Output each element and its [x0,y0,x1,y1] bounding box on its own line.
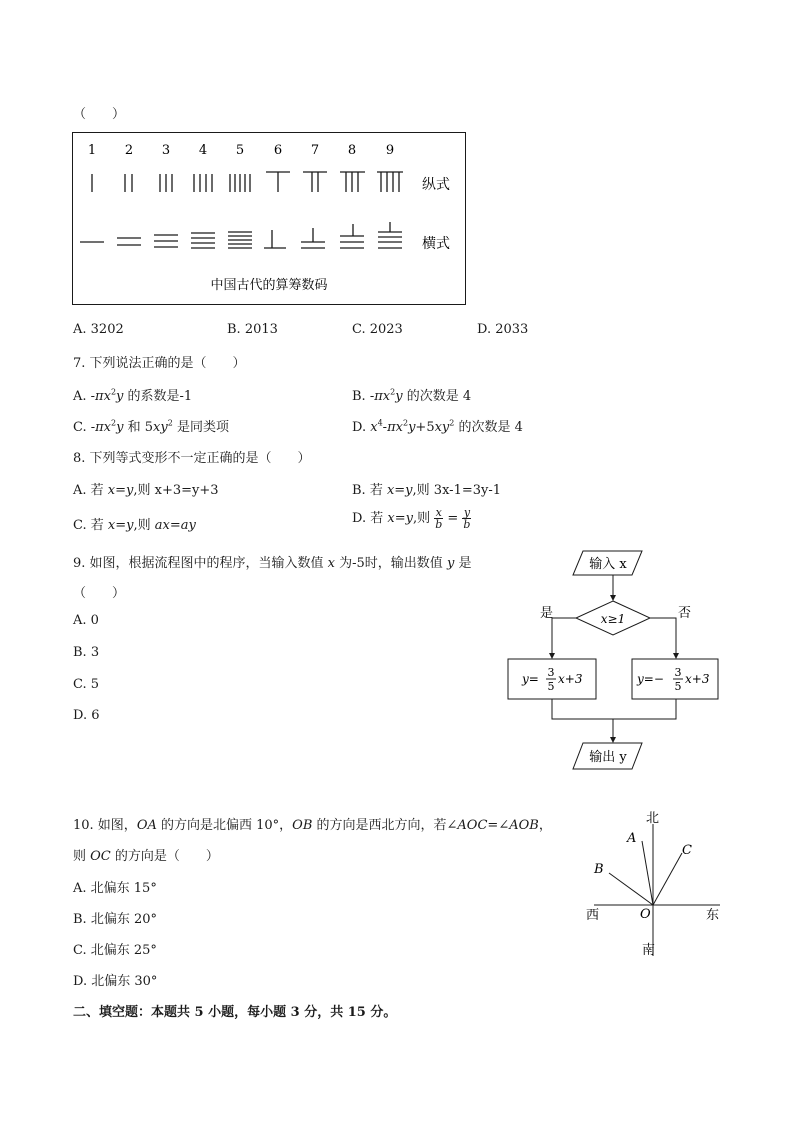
q10-option-a: A. 北偏东 15° [73,881,157,896]
flow-right-pre: y=− [637,672,664,686]
q6-option-c: C. 2023 [352,322,403,337]
flow-right-num: 3 [674,666,682,679]
flow-no-label: 否 [678,606,692,621]
q10-option-d: D. 北偏东 30° [73,974,158,989]
rod-number-8: 8 [347,143,357,158]
q7-option-d: D. $x^4-\pi x^2y+5xy^2$ 的次数是 4 [352,418,523,435]
point-a-label: A [627,831,637,846]
flow-output-label: 输出 y [589,750,627,765]
q10-option-c: C. 北偏东 25° [73,943,157,958]
flow-right-post: x+3 [685,672,710,686]
q6-option-b: B. 2013 [227,322,278,337]
flow-right-den: 5 [674,680,682,693]
q9-option-a: A. 0 [73,613,99,628]
q8-option-c: C. 若 x=y,则 ax=ay [73,518,196,533]
rod-number-9: 9 [385,143,395,158]
flow-left-pre: y= [522,672,539,686]
point-b-label: B [594,862,604,877]
q7-option-b: B. $-\pi x^2y$ 的次数是 4 [352,387,472,404]
west-label: 西 [586,908,600,923]
q8-option-b: B. 若 x=y,则 3x-1=3y-1 [352,483,502,498]
point-o-label: O [640,907,651,922]
label-horizontal-style: 横式 [422,236,450,252]
rod-number-7: 7 [310,143,320,158]
flow-yes-label: 是 [540,606,554,621]
figure-caption: 中国古代的算筹数码 [210,278,328,293]
q9-option-d: D. 6 [73,708,100,723]
counting-rods-figure [72,132,466,305]
q6-option-a: A. 3202 [73,322,124,337]
flow-left-post: x+3 [558,672,583,686]
rod-number-5: 5 [235,143,245,158]
q7-stem: 7. 下列说法正确的是（ ） [73,356,246,371]
q8-option-a: A. 若 x=y,则 x+3=y+3 [73,483,219,498]
ray-oc [653,853,682,905]
q8-stem: 8. 下列等式变形不一定正确的是（ ） [73,451,311,466]
ray-ob [609,873,653,905]
rod-number-1: 1 [87,143,97,158]
q9-stem: 9. 如图，根据流程图中的程序，当输入数值 x 为-5时，输出数值 y 是 [73,556,472,571]
q9-bracket: （ ） [73,586,126,601]
east-label: 东 [706,908,720,923]
rod-number-4: 4 [198,143,208,158]
flow-left-den: 5 [547,680,555,693]
flowchart [500,545,730,775]
q10-stem: 10. 如图，OA 的方向是北偏西 10°，OB 的方向是西北方向，若∠AOC=∠AOB， [73,818,552,833]
flow-input-label: 输入 x [589,557,627,572]
horizontal-rods [80,222,402,248]
flow-left-num: 3 [547,666,555,679]
rod-number-3: 3 [161,143,171,158]
flow-condition-label: x≥1 [600,612,626,626]
rod-number-2: 2 [124,143,134,158]
point-c-label: C [682,843,692,858]
compass-figure [580,808,730,960]
q8-option-d: D. 若 x=y,则 $\frac{x}{b}$ = $\frac{y}{b}$ [352,506,471,531]
q7-option-a: A. $-\pi x^2y$ 的系数是-1 [73,387,193,404]
label-vertical-style: 纵式 [422,177,450,193]
q6-option-d: D. 2033 [477,322,529,337]
q7-option-c: C. $-\pi x^2y$ 和 $5xy^2$ 是同类项 [73,418,229,435]
vertical-rods [92,172,403,192]
section-2-heading: 二、填空题：本题共 5 小题，每小题 3 分，共 15 分。 [73,1005,397,1020]
q10-stem-line2: 则 OC 的方向是（ ） [73,849,219,864]
south-label: 南 [642,943,656,958]
q9-option-b: B. 3 [73,645,100,660]
q9-option-c: C. 5 [73,677,100,692]
north-label: 北 [646,811,660,826]
q10-option-b: B. 北偏东 20° [73,912,157,927]
rod-number-6: 6 [273,143,283,158]
q6-bracket: （ ） [73,107,126,122]
ray-oa [642,841,653,905]
